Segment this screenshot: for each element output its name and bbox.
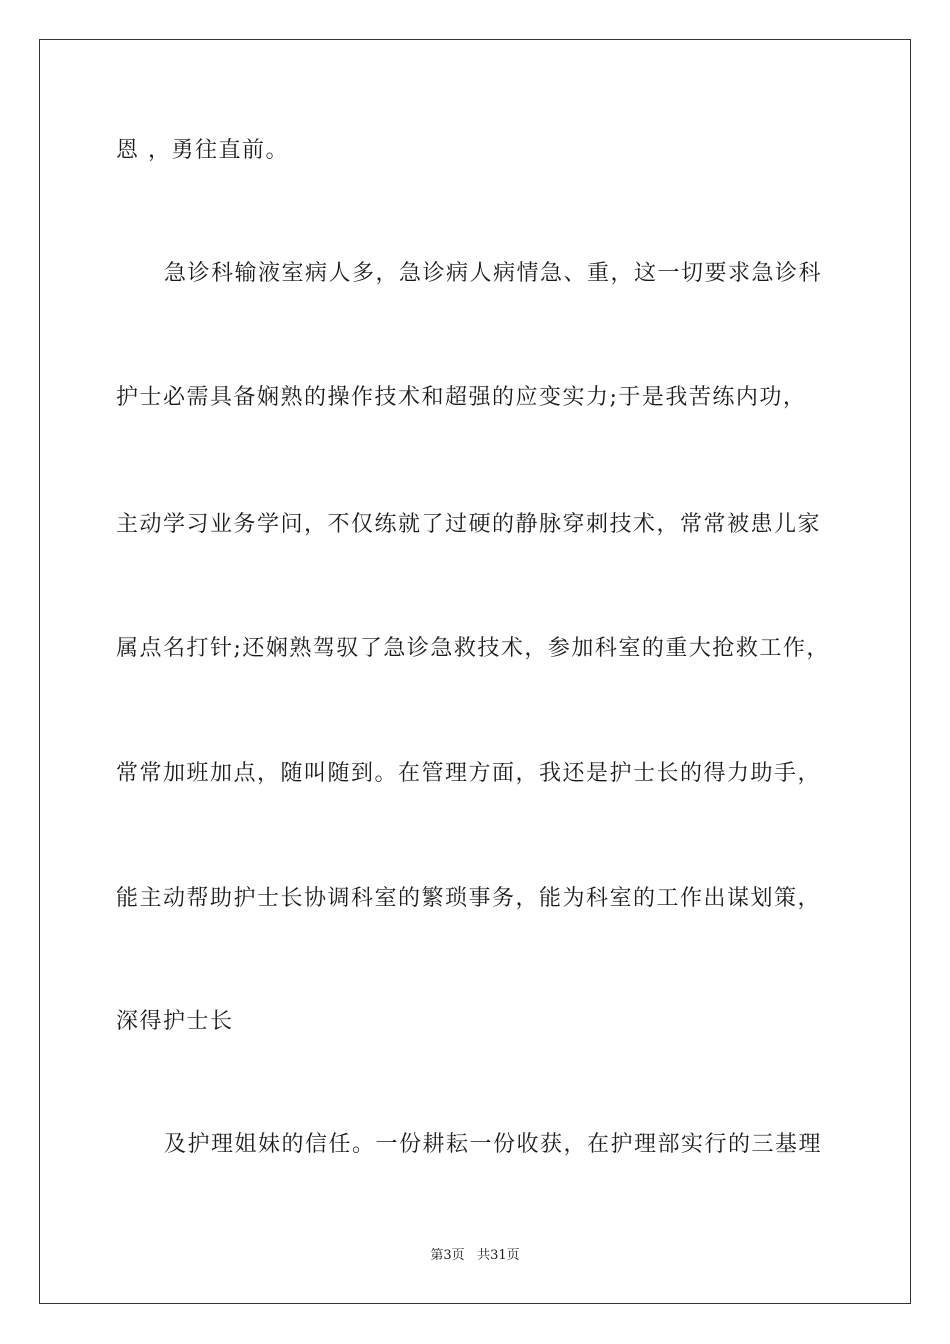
page-number: 第3页 — [430, 1248, 465, 1263]
page-total: 共31页 — [477, 1248, 520, 1263]
text-line-4: 主动学习业务学问，不仅练就了过硬的静脉穿刺技术，常常被患儿家 — [116, 512, 822, 537]
text-line-2: 急诊科输液室病人多，急诊病人病情急、重，这一切要求急诊科 — [164, 261, 823, 286]
text-line-1: 恩 ，勇往直前。 — [116, 138, 289, 163]
text-line-9: 及护理姐妹的信任。一份耕耘一份收获，在护理部实行的三基理 — [164, 1132, 823, 1157]
text-line-5: 属点名打针;还娴熟驾驭了急诊急救技术，参加科室的重大抢救工作， — [116, 636, 830, 661]
page-footer — [0, 1247, 950, 1265]
page-border — [39, 39, 911, 1304]
text-line-8: 深得护士长 — [116, 1009, 234, 1034]
text-line-6: 常常加班加点，随叫随到。在管理方面，我还是护士长的得力助手， — [116, 761, 822, 786]
text-line-7: 能主动帮助护士长协调科室的繁琐事务，能为科室的工作出谋划策， — [116, 886, 822, 911]
text-line-3: 护士必需具备娴熟的操作技术和超强的应变实力;于是我苦练内功， — [116, 385, 807, 410]
